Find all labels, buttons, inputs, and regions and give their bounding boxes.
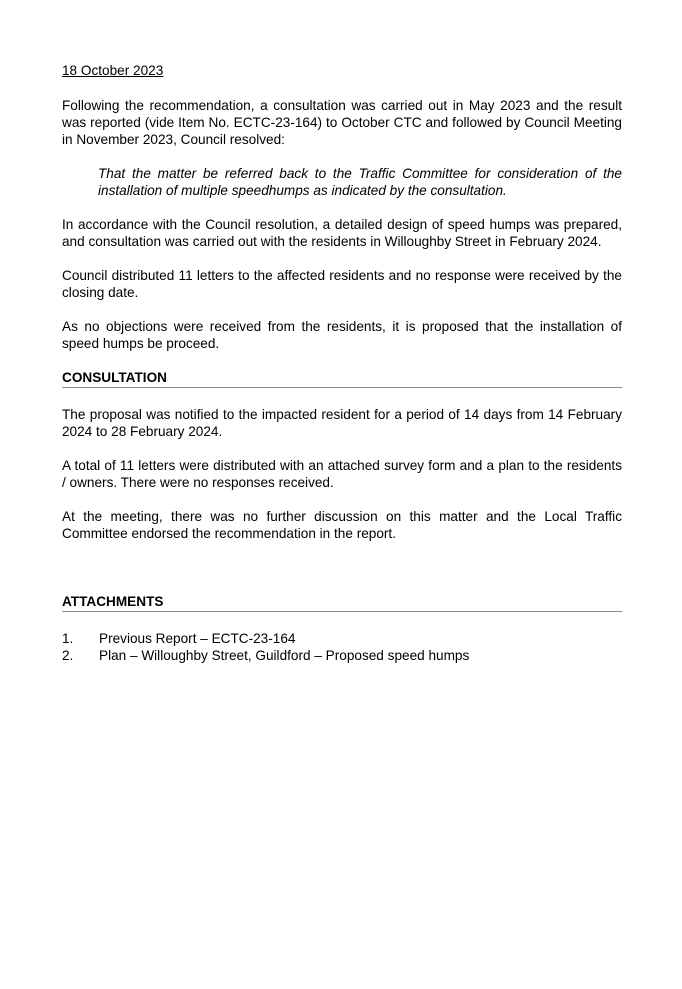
background-paragraph: Following the recommendation, a consultation was carried out in May 2023 and the result was reported (vide Item No. ECTC-23-164) to October CTC and followed by Council Meeting in November 2023, Council resolved: — [62, 98, 622, 147]
section-spacer — [62, 559, 622, 593]
consultation-paragraph: At the meeting, there was no further discussion on this matter and the Local Traffic Committee endorsed the recommendation in the report. — [62, 509, 622, 541]
attachment-item — [62, 647, 622, 664]
consultation-paragraph: A total of 11 letters were distributed with an attached survey form and a plan to the residents / owners. There were no responses received. — [62, 458, 622, 490]
proposal-paragraph: As no objections were received from the residents, it is proposed that the installation of speed humps be proceed. — [62, 319, 622, 351]
consultation-heading: CONSULTATION — [62, 369, 622, 388]
attachments-list — [62, 630, 622, 664]
attachment-item — [62, 630, 622, 647]
attachment-number: 2. — [62, 648, 74, 663]
consultation-paragraph: The proposal was notified to the impacted resident for a period of 14 days from 14 February 2024 to 28 February 2024. — [62, 407, 622, 439]
attachment-title: Previous Report – ECTC-23-164 — [99, 631, 296, 646]
council-resolution-quote: That the matter be referred back to the Traffic Committee for consideration of the installation of multiple speedhumps as indicated by the consultation. — [98, 166, 622, 198]
meeting-date: 18 October 2023 — [62, 63, 164, 78]
attachment-number: 1. — [62, 631, 74, 646]
document-page — [62, 62, 622, 664]
design-paragraph: In accordance with the Council resolution, a detailed design of speed humps was prepared, and consultation was carried out with the residents in Willoughby Street in February 2024. — [62, 217, 622, 249]
attachment-title: Plan – Willoughby Street, Guildford – Proposed speed humps — [99, 648, 470, 663]
letters-paragraph: Council distributed 11 letters to the affected residents and no response were received by the closing date. — [62, 268, 622, 300]
attachments-heading: ATTACHMENTS — [62, 593, 622, 612]
